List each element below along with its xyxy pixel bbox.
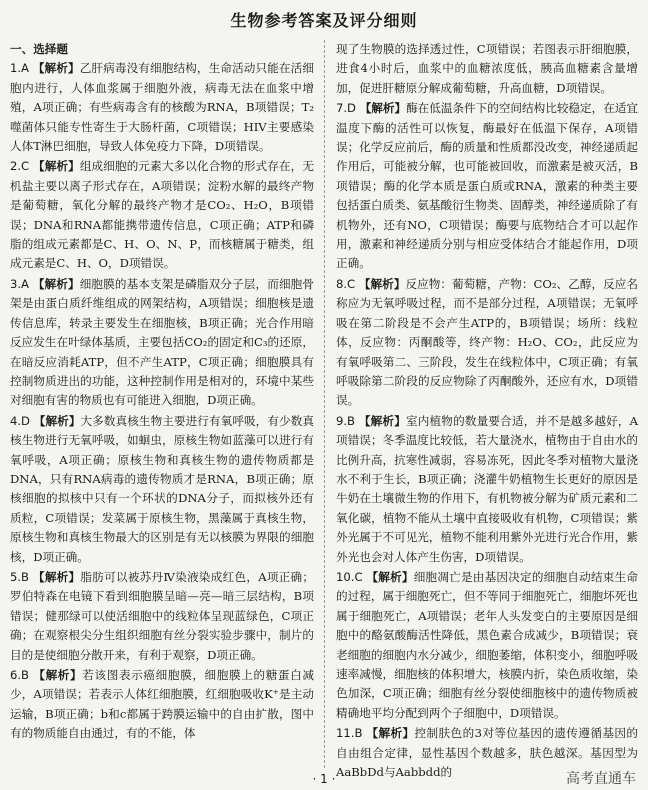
- analysis-tag: 【解析】: [32, 569, 81, 584]
- analysis-tag: 【解析】: [358, 413, 406, 428]
- answer-item: [336, 99, 638, 274]
- analysis-tag: 【解析】: [32, 276, 80, 291]
- answer-text: 组成细胞的元素大多以化合物的形式存在，无机盐主要以离子形式存在，A项错误；淀粉水解的最终产物是葡萄糖，氧化分解的最终产物才是CO₂、H₂O，B项错误；DNA和RNA都能携带遗传信息，C项正确；ATP和磷脂的组成元素都是C、H、O、N、P，而核糖属于糖类，组成元素是C、H、O，D项错误。: [10, 159, 314, 271]
- section-heading: 一、选择题: [10, 42, 68, 56]
- answer-text: 室内植物的数量要合适，并不是越多越好，A项错误；冬季温度比较低，若大量浇水，植物由于自由水的比例升高，抗寒性减弱，容易冻死，因此冬季对植物大量浇水不利于生长，B项正确；浇灌牛奶植物生长更好的原因是牛奶在土壤微生物的作用下，有机物被分解为矿质元素和二氧化碳，植物不能从土壤中直接吸收有机物，C项错误；紫外光属于不可见光，植物不能利用紫外光进行光合作用，紫外光也会对人体产生伤害，D项错误。: [336, 413, 639, 564]
- answer-text: 反应物：葡萄糖，产物：CO₂、乙醇，反应名称应为无氧呼吸过程，而不是部分过程，A项错误；无氧呼吸在第二阶段是不会产生ATP的，B项错误；场所：线粒体，反应物：丙酮酸等，终产物：H₂O、CO₂，此反应为有氧呼吸第二、三阶段，发生在线粒体中，C项正确；有氧呼吸除第二阶段的反应物除了丙酮酸外，还应有水，D项错误。: [336, 276, 638, 408]
- analysis-tag: 【解析】: [366, 569, 414, 584]
- answer-number: 4.D: [10, 413, 30, 428]
- answer-number: 3.A: [10, 276, 29, 291]
- analysis-tag: 【解析】: [358, 276, 406, 291]
- answer-number: 10.C: [336, 569, 363, 584]
- answer-number: 6.B: [10, 668, 30, 682]
- answer-item: [336, 275, 638, 411]
- continued-text: 现了生物膜的选择透过性，C项错误；若图表示肝细胞膜，进食4小时后，血浆中的血糖浓度低，胰高血糖素含量增加，促进肝糖原分解成葡萄糖，升高血糖，D项错误。: [336, 42, 638, 95]
- answer-number: 7.D: [336, 101, 356, 116]
- answer-item: [10, 568, 314, 665]
- analysis-tag: 【解析】: [359, 101, 407, 116]
- answer-item: [336, 568, 638, 723]
- answer-item: [336, 412, 638, 567]
- answer-text: 乙肝病毒没有细胞结构，生命活动只能在活细胞内进行，人体血浆属于细胞外液，病毒无法在血浆中增殖，A项正确；有些病毒含有的核酸为RNA，B项错误；T₂噬菌体只能专性寄生于大肠杆菌，C项错误；HIV主要感染人体T淋巴细胞，导致人体免疫力下降，D项错误。: [10, 61, 314, 154]
- answer-item: [10, 59, 314, 156]
- answer-item: [10, 666, 314, 744]
- analysis-tag: 【解析】: [32, 61, 80, 76]
- answer-text: 若该图表示癌细胞膜，细胞膜上的糖蛋白减少，A项错误；若表示人体红细胞膜，红细胞吸收K⁺是主动运输，B项正确；b和c都属于跨膜运输中的自由扩散，图中有的物质能自由通过，有的不能，体: [10, 668, 314, 741]
- left-column: [10, 40, 314, 768]
- answer-item: [10, 275, 314, 411]
- answer-number: 8.C: [336, 276, 356, 291]
- analysis-tag: 【解析】: [32, 159, 80, 174]
- answer-item: [10, 412, 314, 567]
- answer-number: 1.A: [10, 61, 29, 76]
- answer-text: 细胞膜的基本支架是磷脂双分子层，而细胞骨架是由蛋白质纤维组成的网架结构，A项错误；细胞核是遗传信息库，转录主要发生在细胞核，B项正确；光合作用暗反应发生在叶绿体基质，主要包括CO₂的固定和C₃的还原，在暗反应消耗ATP，但不产生ATP，C项正确；细胞膜具有控制物质进出的功能，这种控制作用是相对的，环境中某些对细胞有害的物质也有可能进入细胞，D项正确。: [10, 276, 314, 408]
- analysis-tag: 【解析】: [33, 413, 81, 428]
- watermark-logo: 高考直通车: [566, 771, 636, 787]
- analysis-tag: 【解析】: [366, 726, 415, 741]
- answer-number: 2.C: [10, 159, 30, 174]
- answer-text: 酶在低温条件下的空间结构比较稳定，在适宜温度下酶的活性可以恢复，酶最好在低温下保存，A项错误；化学反应前后，酶的质量和性质都没改变，神经递质起作用后，可能被分解，也可能被回收，而激素是被灭活，B项错误；酶的化学本质是蛋白质或RNA，激素的种类主要包括蛋白质类、氨基酸衍生物类、固醇类，神经递质除了有机物外，还有NO，C项错误；酶要与底物结合才可以起作用，激素和神经递质分别与相应受体结合才能起作用，D项正确。: [336, 101, 638, 271]
- analysis-tag: 【解析】: [33, 668, 83, 682]
- column-divider: [324, 40, 325, 768]
- answer-number: 11.B: [336, 726, 363, 741]
- page-title: 生物参考答案及评分细则: [230, 11, 418, 30]
- answer-text: 细胞凋亡是由基因决定的细胞自动结束生命的过程，属于细胞死亡，但不等同于细胞死亡，细胞坏死也属于细胞死亡，A项错误；老年人头发变白的主要原因是细胞中的酪氨酸酶活性降低，黑色素合成减少，B项错误；衰老细胞的细胞内水分减少，细胞萎缩，体积变小，细胞呼吸速率减慢，细胞核的体积增大，核膜内折，染色质收缩，染色加深，C项正确；细胞有丝分裂使细胞核中的遗传物质被精确地平均分配到两个子细胞中，D项错误。: [336, 569, 638, 720]
- right-answer-list: [336, 99, 638, 782]
- answer-number: 5.B: [10, 569, 30, 584]
- left-answer-list: [10, 59, 314, 743]
- page-number: · 1 ·: [312, 772, 336, 786]
- answer-number: 9.B: [336, 413, 356, 428]
- answer-text: 大多数真核生物主要进行有氧呼吸，有少数真核生物进行无氧呼吸，如蛔虫，原核生物如蓝藻可以进行有氧呼吸，A项正确；原核生物和真核生物的遗传物质都是DNA，只有RNA病毒的遗传物质才是RNA，B项正确；原核细胞的拟核中只有一个环状的DNA分子，而拟核外还有质粒，C项错误；发菜属于原核生物，黑藻属于真核生物，原核生物和真核生物最大的区别是有无以核膜为界限的细胞核，D项正确。: [10, 413, 314, 564]
- answer-text: 控制肤色的3对等位基因的遗传遵循基因的自由组合定律，显性基因个数越多，肤色越深。基因型为AaBbDd与Aabbdd的: [336, 726, 638, 780]
- answer-item: [10, 157, 314, 273]
- answer-text: 脂肪可以被苏丹Ⅳ染液染成红色，A项正确；罗伯特森在电镜下看到细胞膜呈暗—亮—暗三层结构，B项错误；健那绿可以使活细胞中的线粒体呈现蓝绿色，C项正确；在观察根尖分生组织细胞有丝分裂实验步骤中，制片的目的是使细胞分散开来，有利于观察，D项正确。: [10, 569, 314, 662]
